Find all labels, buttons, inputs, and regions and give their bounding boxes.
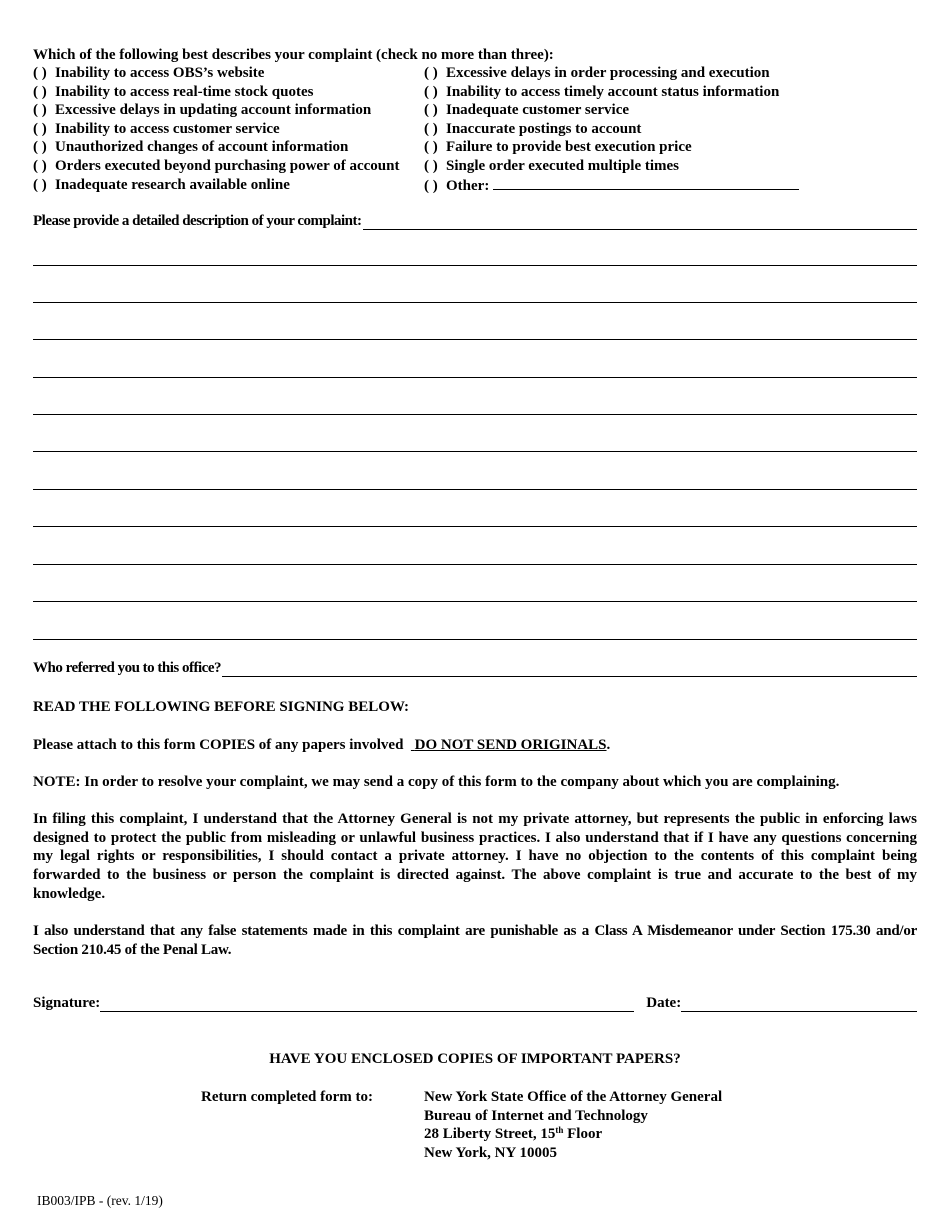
description-line[interactable]	[33, 414, 917, 415]
checkbox[interactable]: ( )	[33, 102, 47, 119]
checkbox[interactable]: ( )	[424, 83, 438, 100]
address-line-3: 28 Liberty Street, 15th Floor	[424, 1125, 603, 1143]
checkbox[interactable]: ( )	[424, 102, 438, 119]
enclosed-heading: HAVE YOU ENCLOSED COPIES OF IMPORTANT PAPERS?	[269, 1051, 681, 1067]
other-label: Other:	[446, 177, 490, 194]
complaint-option[interactable]	[33, 120, 399, 139]
checkbox[interactable]: ( )	[33, 65, 47, 81]
description-line[interactable]	[33, 377, 917, 378]
return-label: Return completed form to:	[201, 1089, 374, 1105]
complaint-question: Which of the following best describes your complaint (check no more than three):	[33, 47, 554, 63]
complaint-option[interactable]	[424, 138, 799, 157]
complaint-option[interactable]	[424, 120, 799, 139]
description-input-line[interactable]	[363, 215, 917, 230]
read-heading: READ THE FOLLOWING BEFORE SIGNING BELOW:	[33, 699, 410, 715]
signature-row	[33, 995, 917, 1012]
filing-statement: In filing this complaint, I understand that the Attorney General is not my private attorney, but represents the public in enforcing laws designed to protect the public from misleading or unlawful business practices. I also understand that if I have any questions concerning my legal rights or responsibilities, I should contact a private attorney. I have no objection to the contents of this complaint being forwarded to the business or person the complaint is directed against. The above complaint is true and accurate to the best of my knowledge.	[33, 811, 917, 902]
description-line[interactable]	[33, 639, 917, 640]
checkbox[interactable]: ( )	[424, 120, 438, 137]
checkbox[interactable]: ( )	[33, 157, 47, 174]
referral-input-line[interactable]	[222, 662, 917, 677]
complaint-option[interactable]	[424, 101, 799, 120]
referral-row	[33, 660, 917, 677]
checkbox[interactable]: ( )	[424, 177, 438, 194]
referral-label: Who referred you to this office?	[33, 660, 221, 676]
complaint-option[interactable]	[33, 101, 399, 120]
description-line[interactable]	[33, 601, 917, 602]
signature-label: Signature:	[33, 995, 101, 1011]
checkbox[interactable]: ( )	[33, 139, 47, 156]
option-label: Excessive delays in order processing and execution	[446, 65, 770, 81]
option-label: Inability to access real-time stock quotes	[55, 83, 314, 100]
checkbox[interactable]: ( )	[33, 120, 47, 137]
option-label: Excessive delays in updating account information	[55, 102, 372, 119]
description-row	[33, 213, 917, 230]
description-line[interactable]	[33, 265, 917, 266]
description-line[interactable]	[33, 339, 917, 340]
attach-emphasis: DO NOT SEND ORIGINALS	[414, 737, 607, 753]
checkbox[interactable]: ( )	[424, 139, 438, 156]
checkbox[interactable]: ( )	[424, 157, 438, 174]
complaint-option[interactable]	[33, 83, 399, 102]
complaint-option-other[interactable]	[424, 176, 799, 196]
option-label: Inaccurate postings to account	[446, 120, 642, 137]
date-input-line[interactable]	[681, 997, 917, 1012]
complaint-option[interactable]	[33, 138, 399, 157]
options-left-column	[33, 64, 399, 194]
description-line[interactable]	[33, 564, 917, 565]
options-right-column	[424, 64, 799, 195]
complaint-option[interactable]	[424, 64, 799, 83]
checkbox[interactable]: ( )	[33, 176, 47, 193]
complaint-option[interactable]	[424, 83, 799, 102]
date-label: Date:	[646, 995, 682, 1011]
option-label: Inadequate customer service	[446, 102, 630, 119]
option-label: Inability to access timely account status information	[446, 83, 780, 100]
description-line[interactable]	[33, 302, 917, 303]
option-label: Inability to access OBS’s website	[55, 65, 265, 81]
option-label: Unauthorized changes of account information	[55, 139, 349, 156]
complaint-option[interactable]	[33, 64, 399, 83]
description-label: Please provide a detailed description of your complaint:	[33, 213, 362, 229]
option-label: Inability to access customer service	[55, 120, 280, 137]
other-input-line[interactable]	[493, 176, 799, 190]
form-id: IB003/IPB - (rev. 1/19)	[37, 1193, 163, 1208]
checkbox[interactable]: ( )	[424, 65, 438, 81]
address-line-4: New York, NY 10005	[424, 1145, 558, 1162]
description-line[interactable]	[33, 526, 917, 527]
description-line[interactable]	[33, 451, 917, 452]
complaint-option[interactable]	[424, 157, 799, 176]
signature-input-line[interactable]	[100, 997, 634, 1012]
attach-text: Please attach to this form COPIES of any papers involved	[33, 737, 404, 753]
option-label: Failure to provide best execution price	[446, 139, 692, 156]
description-line[interactable]	[33, 489, 917, 490]
complaint-option[interactable]	[33, 176, 399, 195]
false-statement-warning: I also understand that any false statements made in this complaint are punishable as a Class A Misdemeanor under Section 175.30 and/or Section 210.45 of the Penal Law.	[33, 923, 917, 958]
return-address	[424, 1088, 722, 1163]
address-line-2: Bureau of Internet and Technology	[424, 1107, 648, 1124]
option-label: Single order executed multiple times	[446, 157, 680, 174]
note-text: NOTE: In order to resolve your complaint, we may send a copy of this form to the company about which you are complaining.	[33, 774, 840, 790]
address-line-1: New York State Office of the Attorney General	[424, 1089, 723, 1105]
complaint-option[interactable]	[33, 157, 399, 176]
attach-instruction: Please attach to this form COPIES of any papers involved DO NOT SEND ORIGINALS.	[33, 737, 611, 753]
option-label: Inadequate research available online	[55, 176, 290, 193]
checkbox[interactable]: ( )	[33, 83, 47, 100]
option-label: Orders executed beyond purchasing power of account	[55, 157, 400, 174]
